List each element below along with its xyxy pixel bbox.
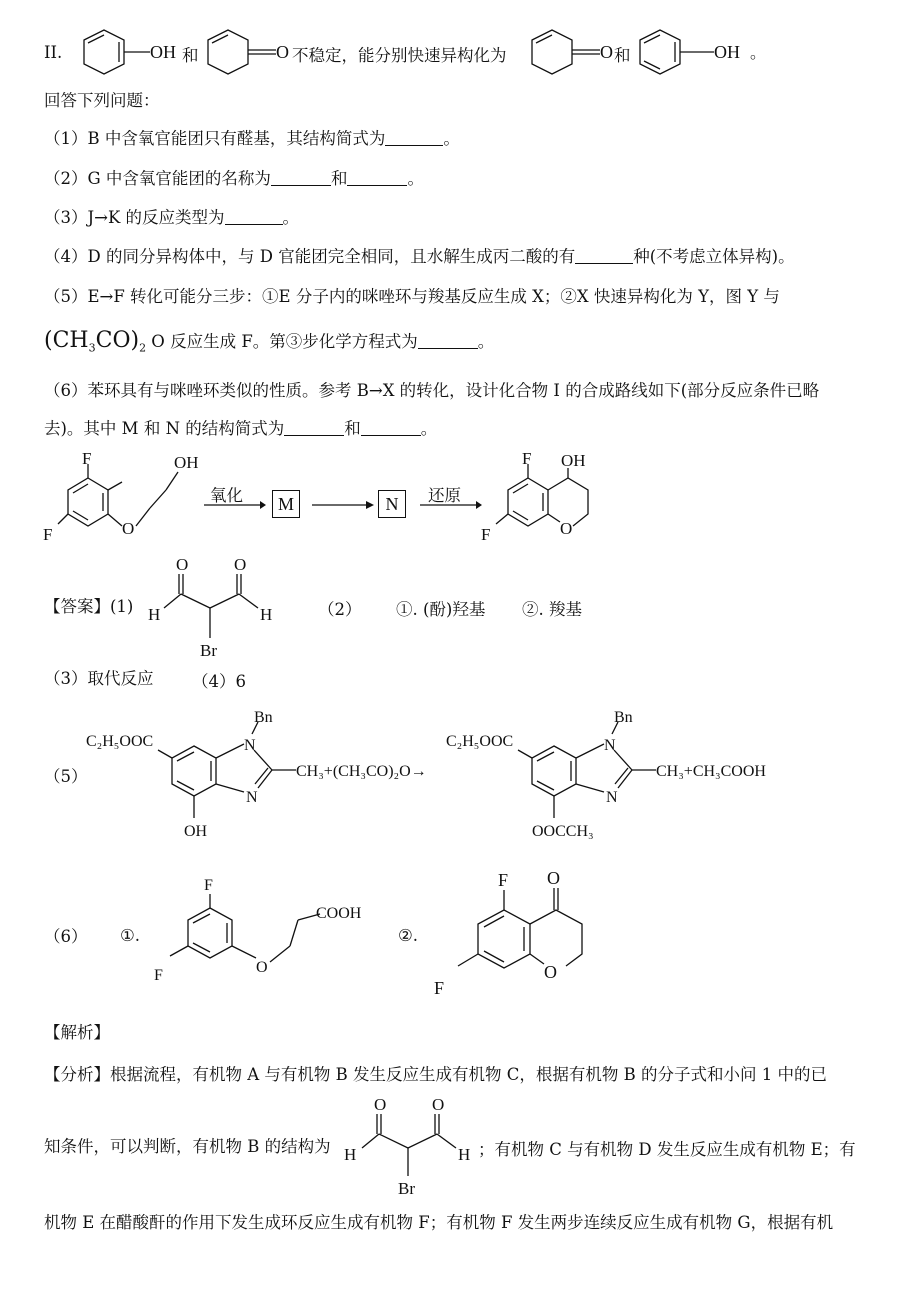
answer-2-label: （2） — [318, 600, 362, 619]
line-ii-and2: 和 — [614, 46, 631, 65]
line-ii-text: 不稳定，能分别快速异构化为 — [292, 46, 507, 65]
oxidation-label: 氧化 — [210, 486, 243, 505]
fluorine-label-2: F — [43, 525, 53, 544]
aldehyde-o-1: O — [176, 555, 189, 574]
o-label-2: O — [600, 42, 613, 62]
structure-cyclohexenone-1 — [200, 28, 300, 78]
aldehyde-o-2: O — [234, 555, 247, 574]
question-5-line1: （5）E→F 转化可能分三步：①E 分子内的咪唑环与羧基反应生成 X；②X 快速异构化为 Y，图 Y 与 — [44, 287, 780, 306]
arrow-step — [312, 500, 374, 510]
question-4: （4）D 的同分异构体中，与 D 官能团完全相同，且水解生成丙二酸的有 种(不考虑立体异构)。 — [44, 247, 795, 266]
question-3: （3）J→K 的反应类型为 。 — [44, 208, 300, 227]
arrow-oxidation — [204, 500, 266, 510]
analysis-paragraph-1: 【分析】根据流程，有机物 A 与有机物 B 发生反应生成有机物 C，根据有机物 B 的分子式和小问 1 中的已 — [44, 1065, 827, 1084]
imidazole-n-2: N — [246, 789, 258, 806]
scheme-product-chromanol — [478, 450, 628, 560]
question-5-line2: $(CH_3CO)_2$ O 反应生成 F。第③步化学方程式为 。 — [44, 328, 495, 355]
oh-label: OH — [150, 42, 176, 62]
imidazole-n-3: N — [604, 737, 616, 754]
reaction-text: CH₃+(CH₃CO)₂O→ — [296, 763, 427, 780]
answer-blank — [575, 247, 633, 264]
ester-label-2: C₂H₅OOC — [446, 733, 514, 750]
answer-2-item-2: ②. 羧基 — [522, 600, 582, 619]
intro: 回答下列问题： — [44, 91, 160, 110]
answer-5-label: （5） — [44, 767, 88, 786]
ring-o-label: O — [560, 519, 573, 538]
line-ii — [44, 42, 62, 64]
answer-6-item-2: ②. — [398, 926, 419, 945]
aldehyde-h-3: H — [344, 1145, 357, 1164]
answer-blank — [361, 419, 421, 436]
arrow-reduction — [420, 500, 482, 510]
answer-label: 【答案】(1) — [44, 597, 134, 616]
q2-text: （2）G 中含氧官能团的名称为 — [44, 169, 271, 188]
hydroxyl-label: OH — [174, 453, 199, 472]
oh-label-2: OH — [714, 42, 740, 62]
benzyl-label-2: Bn — [614, 709, 633, 726]
acetate-label: OOCCH₃ — [532, 823, 594, 840]
fluorine-label-6: F — [154, 967, 163, 984]
answer-5-product — [444, 710, 814, 844]
imidazole-n-1: N — [244, 737, 256, 754]
answer-blank — [284, 419, 344, 436]
answer-6-item-1: ①. — [120, 926, 141, 945]
reduction-label: 还原 — [428, 486, 461, 505]
analysis-paragraph-3: 机物 E 在醋酸酐的作用下发生成环反应生成有机物 F；有机物 F 发生两步连续反应生成有机物 G，根据有机 — [44, 1213, 834, 1232]
question-1: （1）B 中含氧官能团只有醛基，其结构简式为 。 — [44, 129, 460, 148]
period: 。 — [750, 45, 767, 62]
structure-phenol — [632, 28, 767, 78]
answer-3: （3）取代反应 — [44, 669, 154, 688]
bromine-label: Br — [200, 641, 217, 660]
analysis-paragraph-2a: 知条件，可以判断，有机物 B 的结构为 — [44, 1137, 331, 1156]
scheme-starting-material — [40, 450, 210, 560]
answer-6-structure-n — [432, 866, 632, 1006]
fluorine-label-4: F — [481, 525, 491, 544]
aldehyde-h-1: H — [148, 605, 161, 624]
answer-blank — [347, 169, 407, 186]
aldehyde-h-2: H — [260, 605, 273, 624]
carboxyl-label: COOH — [316, 905, 362, 922]
structure-cyclohexenone-2 — [524, 28, 624, 78]
product-text: CH₃+CH₃COOH — [656, 763, 766, 780]
ester-label: C₂H₅OOC — [86, 733, 154, 750]
aldehyde-o-4: O — [432, 1095, 445, 1114]
answer-6-label: （6） — [44, 927, 88, 946]
ring-o-label-2: O — [544, 962, 557, 982]
q4-text: （4）D 的同分异构体中，与 D 官能团完全相同，且水解生成丙二酸的有 — [44, 247, 576, 266]
benzyl-label: Bn — [254, 709, 273, 726]
analysis-structure-b — [340, 1096, 480, 1204]
question-6-line1: （6）苯环具有与咪唑环类似的性质。参考 B→X 的转化，设计化合物 I 的合成路线如下(部分反应条件已略 — [44, 381, 820, 400]
phenol-oh-label: OH — [184, 823, 208, 840]
hydroxyl-label-2: OH — [561, 451, 586, 470]
structure-cyclohexadienol — [76, 28, 186, 78]
ether-o-label: O — [122, 519, 135, 538]
compound-m-box: M — [272, 490, 300, 518]
answer-4: （4）6 — [192, 672, 246, 691]
fluorine-label-5: F — [204, 877, 213, 894]
bromine-label-2: Br — [398, 1179, 415, 1198]
fluorine-label: F — [82, 449, 92, 468]
aldehyde-o-3: O — [374, 1095, 387, 1114]
line-ii-and1: 和 — [182, 46, 199, 65]
ether-o-label-2: O — [256, 959, 268, 976]
compound-n-box: N — [378, 490, 406, 518]
fluorine-label-7: F — [498, 870, 509, 890]
answer-1-structure — [142, 556, 282, 664]
aldehyde-h-4: H — [458, 1145, 471, 1164]
line-ii-prefix: II. — [44, 43, 63, 62]
answer-6-structure-m — [148, 876, 378, 998]
fluorine-label-8: F — [434, 978, 445, 998]
o-label: O — [276, 42, 289, 62]
answer-5-reactant — [84, 710, 444, 844]
question-6-line2: 去)。其中 M 和 N 的结构简式为 和 。 — [44, 419, 438, 438]
answer-blank — [225, 208, 283, 225]
q1-text: （1）B 中含氧官能团只有醛基，其结构简式为 — [44, 129, 386, 148]
answer-blank — [385, 129, 443, 146]
answer-2-item-1: ①. (酚)羟基 — [396, 600, 486, 619]
imidazole-n-4: N — [606, 789, 618, 806]
answer-blank — [418, 332, 478, 349]
fluorine-label-3: F — [522, 449, 532, 468]
analysis-heading: 【解析】 — [44, 1023, 110, 1042]
analysis-paragraph-2b: ；有机物 C 与有机物 D 发生反应生成有机物 E；有 — [478, 1140, 856, 1159]
answer-blank — [271, 169, 331, 186]
q3-text: （3）J→K 的反应类型为 — [44, 208, 225, 227]
question-2: （2）G 中含氧官能团的名称为 和 。 — [44, 169, 424, 188]
ketone-o-label: O — [547, 868, 560, 888]
